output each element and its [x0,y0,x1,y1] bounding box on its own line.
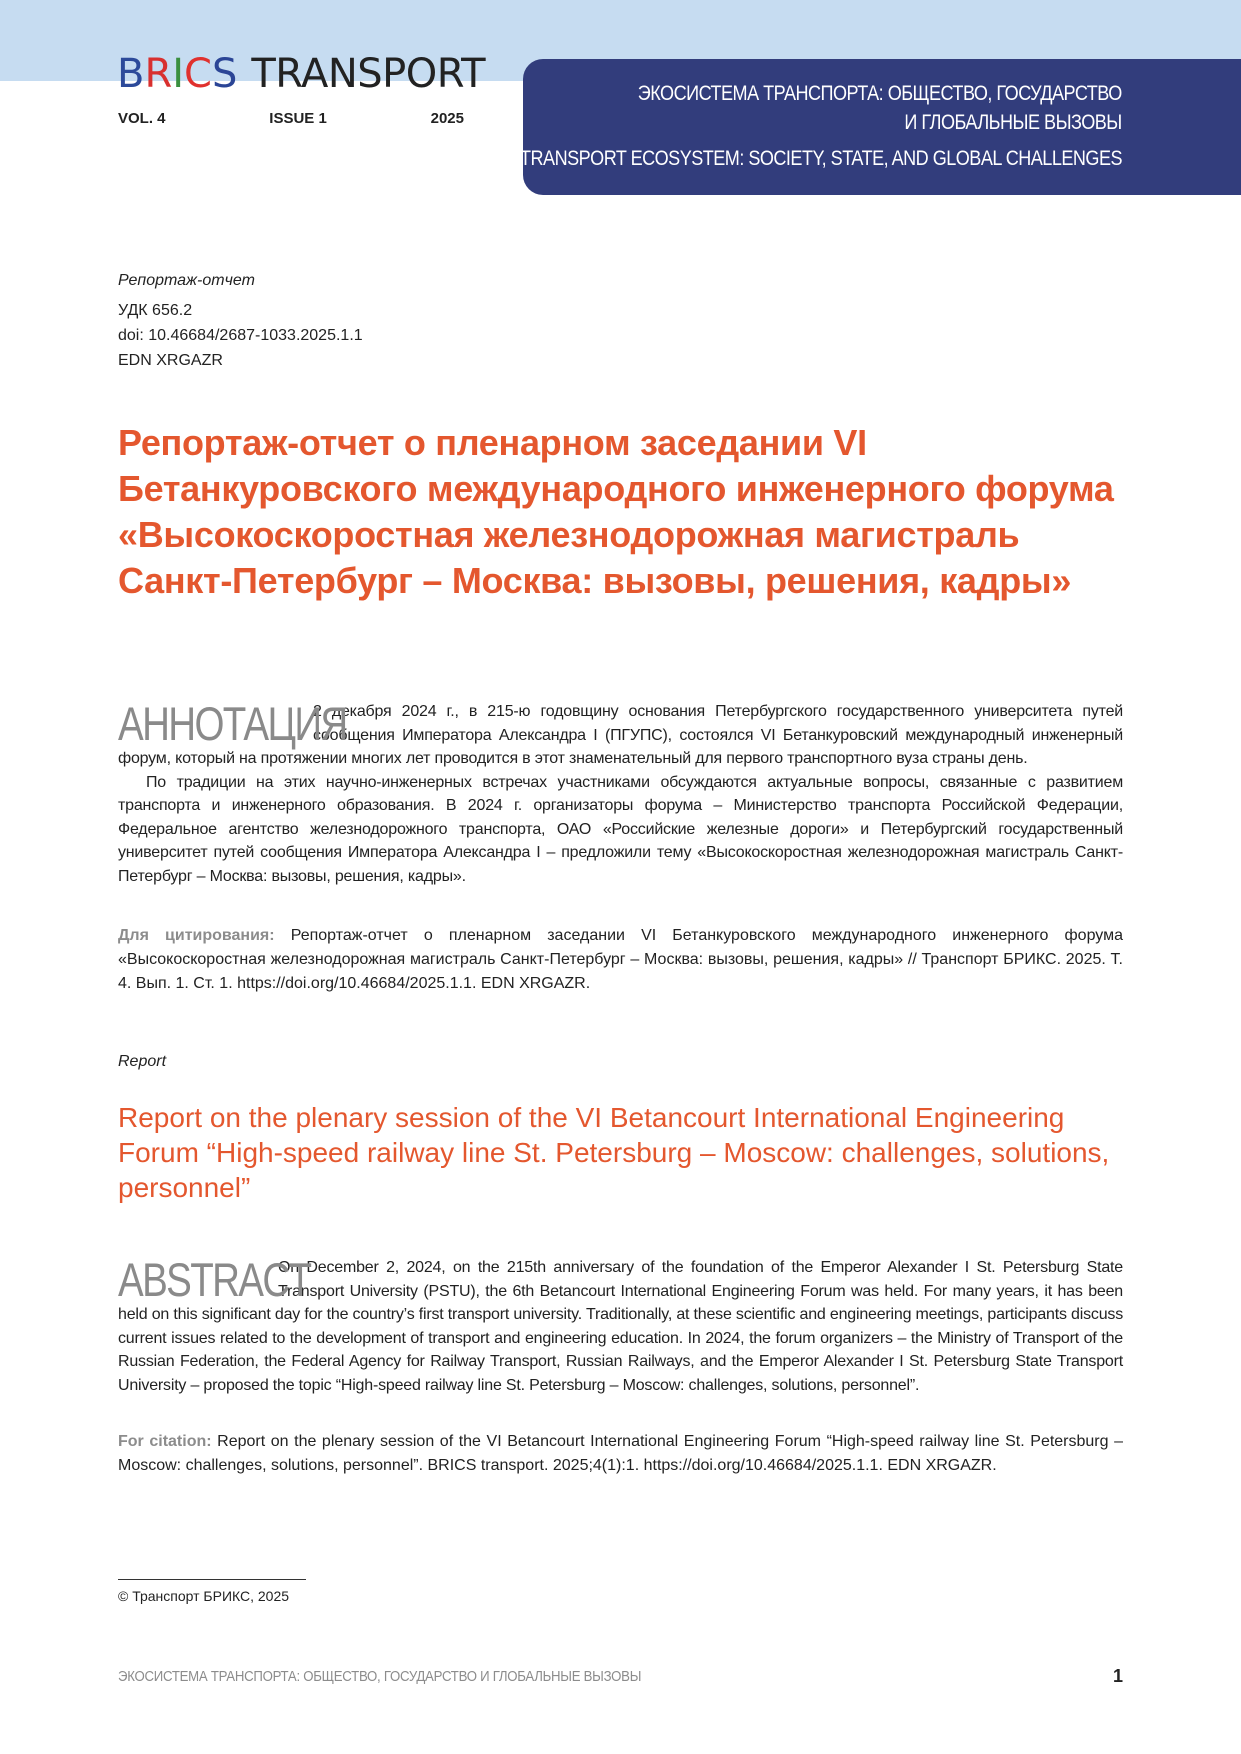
section-title-ru-line1: ЭКОСИСТЕМА ТРАНСПОРТА: ОБЩЕСТВО, ГОСУДАРСТВО [638,82,1122,105]
copyright-footnote: © Транспорт БРИКС, 2025 [118,1588,290,1604]
article-title-en: Report on the plenary session of the VI Betancourt International Engineering Forum “High-speed railway line St. Petersburg – Moscow: challenges, solutions, personnel” [118,1102,1110,1203]
citation-en [118,1430,1123,1478]
section-title-ru-line2: И ГЛОБАЛЬНЫЕ ВЫЗОВЫ [904,111,1122,134]
page-number: 1 [1112,1666,1123,1686]
abstract-ru-paragraph-1: 2 декабря 2024 г., в 215-ю годовщину основания Петербургского государственного университета путей сообщения Императора Александра I (ПГУПС), состоялся VI Бетанкуровский международный инженерный форум, который на протяжении многих лет проводится в этот знаменательный для первого транспортного вуза страны день. [118,703,1123,767]
abstract-en [118,1253,1123,1397]
abstract-en-text: On December 2, 2024, on the 215th anniversary of the foundation of the Emperor Alexander I St. Petersburg State Transport University (PSTU), the 6th Betancourt International Engineering Forum was held. For many years, it has been held on this significant day for the country’s first transport university. Traditionally, at these scientific and engineering meetings, participants discuss current issues related to the development of transport and engineering education. In 2024, the forum organizers – the Ministry of Transport of the Russian Federation, the Federal Agency for Railway Transport, Russian Railways, and the Emperor Alexander I St. Petersburg State Transport University – proposed the topic “High-speed railway line St. Petersburg – Moscow: challenges, solutions, personnel”. [118,1259,1123,1394]
logo-letter: I [172,51,185,97]
section-banner [519,59,1241,195]
abstract-ru [118,697,1123,888]
logo-brics [117,52,237,96]
logo-letter: B [117,51,145,97]
journal-logo [117,52,485,96]
citation-ru [118,924,1123,996]
logo-letter: C [184,51,212,97]
edn: EDN XRGAZR [118,352,223,369]
issue-info [118,110,464,127]
article-title-ru: Репортаж-отчет о пленарном заседании VI Бетанкуровского международного инженерного форума «Высокоскоростная железнодорожная магистраль Санкт-Петербург – Москва: вызовы, решения, кадры» [118,422,1114,601]
citation-text-ru: Репортаж-отчет о пленарном заседании VI Бетанкуровского международного инженерного форума «Высокоскоростная железнодорожная магистраль Санкт-Петербург – Москва: вызовы, решения, кадры» // Транспорт БРИКС. 2025. Т. 4. Вып. 1. Ст. 1. https://doi.org/10.46684/2025.1.1. EDN XRGAZR. [118,927,1124,992]
running-footer-title: ЭКОСИСТЕМА ТРАНСПОРТА: ОБЩЕСТВО, ГОСУДАРСТВО И ГЛОБАЛЬНЫЕ ВЫЗОВЫ [118,1668,642,1685]
logo-transport: TRANSPORT [251,51,486,97]
udc: УДК 656.2 [118,302,193,319]
logo-letter: S [211,51,238,97]
section-title-en: TRANSPORT ECOSYSTEM: SOCIETY, STATE, AND GLOBAL CHALLENGES [519,147,1122,170]
citation-text-en: Report on the plenary session of the VI Betancourt International Engineering Forum “High-speed railway line St. Petersburg – Moscow: challenges, solutions, personnel”. BRICS transport. 2025;4(1):1. https://doi.org/10.46684/2025.1.1. EDN XRGAZR. [118,1433,1124,1474]
year: 2025 [430,110,464,127]
citation-label-en: For citation: [118,1433,212,1450]
abstract-ru-paragraph-2: По традиции на этих научно-инженерных встречах участниками обсуждаются актуальные вопросы, связанные с развитием транспорта и инженерного образования. В 2024 г. организаторы форума – Министерство транспорта Российской Федерации, Федеральное агентство железнодорожного транспорта, ОАО «Российские железные дороги» и Петербургский государственный университет путей сообщения Императора Александра I – предложили тему «Высокоскоростная железнодорожная магистраль Санкт-Петербург – Москва: вызовы, решения, кадры». [118,773,1123,885]
abstract-label-ru: АННОТАЦИЯ [118,697,347,750]
issue: ISSUE 1 [269,110,327,127]
logo-letter: R [144,51,173,97]
article-type-en: Report [118,1053,167,1070]
article-meta [118,268,363,373]
article-type-ru: Репортаж-отчет [118,272,255,289]
footnote-divider [118,1579,306,1580]
volume: VOL. 4 [118,110,166,127]
doi[interactable]: doi: 10.46684/2687-1033.2025.1.1 [118,327,363,344]
citation-label-ru: Для цитирования: [118,927,275,944]
abstract-label-en: ABSTRACT [118,1253,311,1306]
